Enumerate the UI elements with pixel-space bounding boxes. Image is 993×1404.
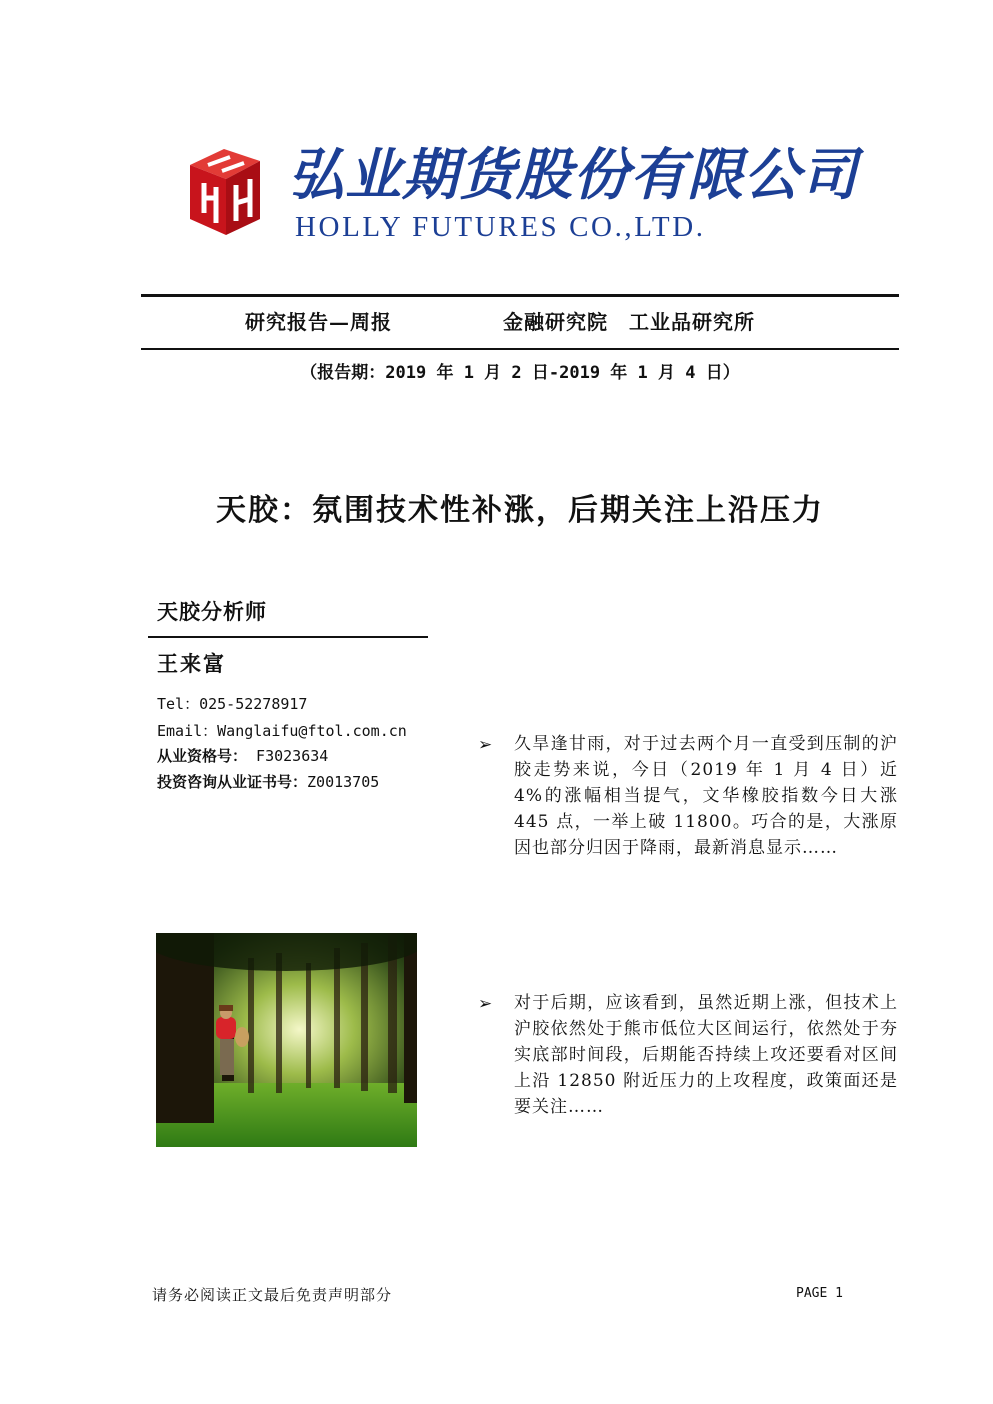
analyst-heading: 天胶分析师	[157, 599, 267, 624]
bullet-paragraph: 久旱逢甘雨，对于过去两个月一直受到压制的沪胶走势来说，今日（2019 年 1 月 4 日）近 4%的涨幅相当提气，文华橡胶指数今日大涨 445 点，一举上破 11800。巧合的是，大涨原因也部分归因于降雨，最新消息显示……	[514, 734, 898, 858]
license-label: 从业资格号：	[157, 747, 248, 765]
institute-name: 金融研究院 工业品研究所	[503, 310, 755, 334]
company-name-cn: 弘业期货股份有限公司	[288, 142, 858, 208]
bullet-paragraph: 对于后期，应该看到，虽然近期上涨，但技术上沪胶依然处于熊市低位大区间运行，依然处于夯实底部时间段，后期能否持续上攻还要看对区间上沿 12850 附近压力的上攻程度，政策面还是要关注……	[514, 993, 898, 1117]
report-period: （报告期：2019 年 1 月 2 日-2019 年 1 月 4 日）	[300, 363, 740, 383]
rubber-plantation-photo	[156, 933, 417, 1147]
company-logo-icon	[182, 143, 268, 239]
analyst-email: Email：Wanglaifu@ftol.com.cn	[157, 722, 407, 740]
header-rule-top	[141, 294, 899, 297]
analyst-name: 王来富	[157, 651, 226, 676]
page-title: 天胶：氛围技术性补涨，后期关注上沿压力	[216, 493, 824, 528]
certificate-value: Z0013705	[307, 773, 380, 791]
page-number: PAGE 1	[796, 1286, 843, 1301]
disclaimer-note: 请务必阅读正文最后免责声明部分	[152, 1286, 393, 1304]
bullet-arrow-icon: ➢	[478, 735, 493, 755]
analyst-tel: Tel：025-52278917	[157, 695, 308, 713]
certificate-label: 投资咨询从业证书号：	[157, 773, 308, 791]
report-type: 研究报告—周报	[245, 310, 392, 334]
header-rule-bottom	[141, 348, 899, 350]
analyst-certificate	[157, 771, 379, 792]
bullet-arrow-icon: ➢	[478, 994, 493, 1014]
company-name-en: HOLLY FUTURES CO.,LTD.	[295, 211, 706, 243]
license-value: F3023634	[256, 747, 329, 765]
analyst-divider	[148, 636, 428, 638]
analyst-license	[157, 745, 328, 766]
